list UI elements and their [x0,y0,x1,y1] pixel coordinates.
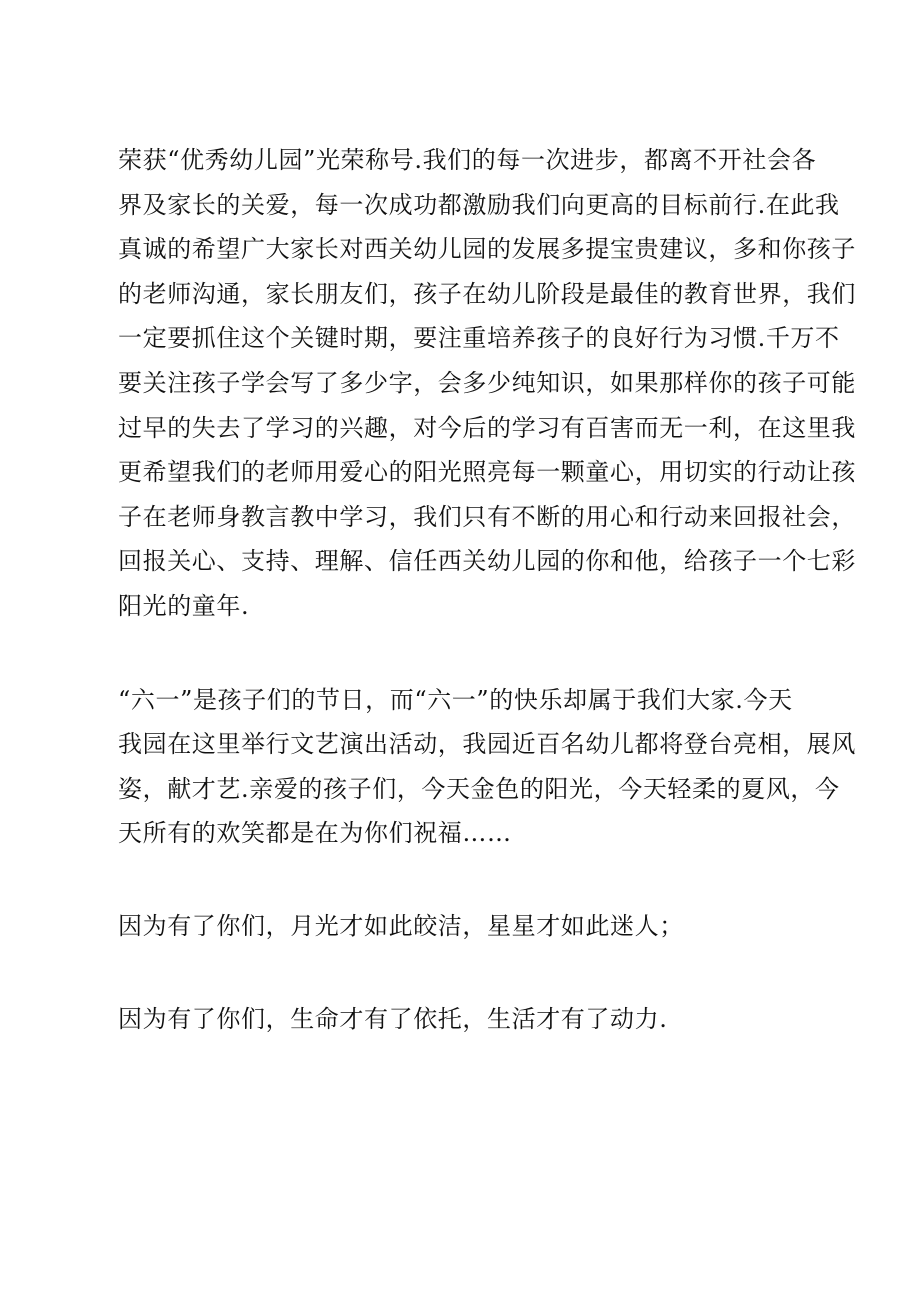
text-line: “六一”是孩子们的节日，而“六一”的快乐却属于我们大家.今天 [118,685,793,714]
text-line: 因为有了你们，月光才如此皎洁，星星才如此迷人； [118,911,684,940]
text-line: 一定要抓住这个关键时期，要注重培养孩子的良好行为习惯.千万不 [118,324,840,353]
paragraph-childrens-day [118,678,856,856]
text-line: 天所有的欢笑都是在为你们祝福…… [118,819,512,848]
text-line: 阳光的童年. [118,591,250,620]
text-line: 过早的失去了学习的兴趣，对今后的学习有百害而无一利，在这里我 [118,413,856,442]
text-line: 子在老师身教言教中学习，我们只有不断的用心和行动来回报社会， [118,502,856,531]
text-line: 真诚的希望广大家长对西关幼儿园的发展多提宝贵建议，多和你孩子 [118,235,856,264]
text-line: 我园在这里举行文艺演出活动，我园近百名幼儿都将登台亮相，展风 [118,730,856,759]
text-line: 姿，献才艺.亲爱的孩子们，今天金色的阳光，今天轻柔的夏风，今 [118,774,840,803]
text-line: 界及家长的关爱，每一次成功都激励我们向更高的目标前行.在此我 [118,190,840,219]
paragraph-life [118,997,828,1042]
text-line: 荣获“优秀幼儿园”光荣称号.我们的每一次进步，都离不开社会各 [118,146,817,174]
paragraph-honor [118,138,856,629]
text-line: 因为有了你们，生命才有了依托，生活才有了动力. [118,1004,668,1033]
text-line: 回报关心、支持、理解、信任西关幼儿园的你和他，给孩子一个七彩 [118,547,856,576]
text-line: 的老师沟通，家长朋友们，孩子在幼儿阶段是最佳的教育世界，我们 [118,279,856,308]
document-body [118,138,856,1041]
paragraph-moonlight [118,904,828,949]
text-line: 更希望我们的老师用爱心的阳光照亮每一颗童心，用切实的行动让孩 [118,458,856,487]
text-line: 要关注孩子学会写了多少字，会多少纯知识，如果那样你的孩子可能 [118,368,856,397]
